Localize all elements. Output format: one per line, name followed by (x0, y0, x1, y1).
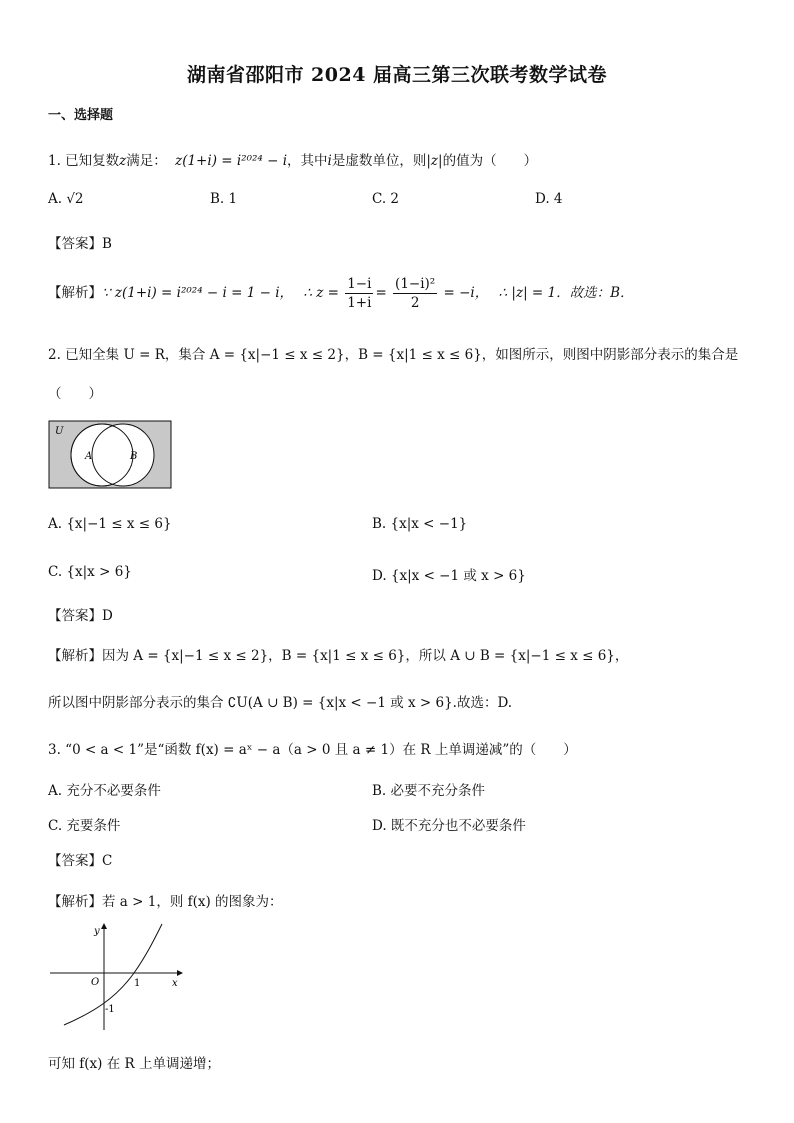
q1-analysis-step: ∴ z = (303, 285, 339, 301)
q2-option-b[interactable]: B. {x|x < −1} (372, 516, 468, 532)
q1-fraction-2 (393, 275, 437, 312)
q3-option-d[interactable]: D. 既不充分也不必要条件 (372, 818, 526, 834)
fraction-numerator: (1−i)² (395, 276, 436, 292)
q2-paren: （ ） (48, 386, 102, 402)
venn-label-a: A (85, 451, 93, 462)
q3-analysis-line-1: 【解析】若 a > 1，则 f(x) 的图象为： (48, 894, 283, 910)
fraction-numerator: 1−i (347, 276, 372, 292)
q3-option-c[interactable]: C. 充要条件 (48, 818, 121, 834)
q1-option-b[interactable]: B. 1 (210, 191, 238, 207)
q3-option-b[interactable]: B. 必要不充分条件 (372, 783, 486, 799)
q1-option-a[interactable]: A. √2 (48, 191, 84, 207)
fraction-denominator: 2 (410, 295, 420, 311)
q1-stem-part: ，其中 (287, 153, 328, 169)
q1-abs-z: |z| (426, 153, 443, 169)
q2-answer: 【答案】D (48, 608, 113, 624)
q2-option-d[interactable]: D. {x|x < −1 或 x > 6} (372, 568, 526, 584)
question-2-stem: 2. 已知全集 U = R，集合 A = {x|−1 ≤ x ≤ 2}，B = {x|1 ≤ x ≤ 6}，如图所示，则图中阴影部分表示的集合是 (48, 347, 739, 363)
page-title: 湖南省邵阳市 2024 届高三第三次联考数学试卷 (186, 64, 608, 86)
q1-answer: 【答案】B (48, 236, 112, 252)
q2-analysis-line-2: 所以图中阴影部分表示的集合 ∁U(A ∪ B) = {x|x < −1 或 x > 6}.故选：D. (48, 695, 513, 711)
q1-analysis-step: = −i， (443, 285, 489, 301)
q1-formula: z(1+i) = i²⁰²⁴ − i (175, 153, 288, 169)
q1-analysis-step: ∵ z(1+i) = i²⁰²⁴ − i = 1 − i， (102, 285, 294, 301)
venn-label-b: B (130, 451, 138, 462)
q2-option-a[interactable]: A. {x|−1 ≤ x ≤ 6} (48, 516, 172, 532)
graph-label-neg-one: -1 (105, 1004, 115, 1015)
q2-analysis-line-1: 【解析】因为 A = {x|−1 ≤ x ≤ 2}，B = {x|1 ≤ x ≤ 6}，所以 A ∪ B = {x|−1 ≤ x ≤ 6}， (48, 648, 629, 664)
q1-stem-part: 1. 已知复数 (48, 153, 120, 169)
q1-option-d[interactable]: D. 4 (535, 191, 563, 207)
fraction-denominator: 1+i (347, 295, 372, 311)
q1-var-z: z (119, 153, 127, 169)
question-1-stem (48, 149, 537, 169)
q1-option-c[interactable]: C. 2 (372, 191, 400, 207)
graph-label-y: y (94, 926, 100, 937)
q1-fraction-1 (345, 275, 373, 312)
q1-stem-part: 满足： (126, 153, 167, 169)
graph-label-x: x (172, 978, 178, 989)
q3-analysis-line-2: 可知 f(x) 在 R 上单调递增； (48, 1056, 220, 1072)
q2-option-c[interactable]: C. {x|x > 6} (48, 564, 132, 580)
section-heading: 一、选择题 (48, 108, 114, 123)
question-3-stem: 3. “0 < a < 1”是“函数 f(x) = aˣ − a（a > 0 且 a ≠ 1）在 R 上单调递减”的（ ） (48, 742, 577, 758)
graph-label-origin: O (91, 977, 100, 988)
q1-analysis-step: ∴ |z| = 1．故选：B． (498, 285, 634, 301)
q1-analysis: 【解析】∵ z(1+i) = i²⁰²⁴ − i = 1 − i， ∴ z = $\frac{1-i}{1+i}$ = $\frac{\text{(1−i)²}}{2}$ = −i， ∴ |z| = 1．故选：B． (48, 276, 634, 311)
q3-option-a[interactable]: A. 充分不必要条件 (48, 783, 161, 799)
q1-var-i: i (327, 153, 332, 169)
venn-label-u: U (55, 426, 64, 437)
q1-stem-part: 是虚数单位，则 (331, 153, 427, 169)
venn-diagram (48, 420, 174, 492)
q3-answer: 【答案】C (48, 853, 113, 869)
q1-stem-part: 的值为（ ） (442, 153, 538, 169)
graph-label-one: 1 (134, 978, 141, 989)
exponential-graph (46, 918, 188, 1034)
analysis-label: 【解析】 (48, 285, 102, 301)
